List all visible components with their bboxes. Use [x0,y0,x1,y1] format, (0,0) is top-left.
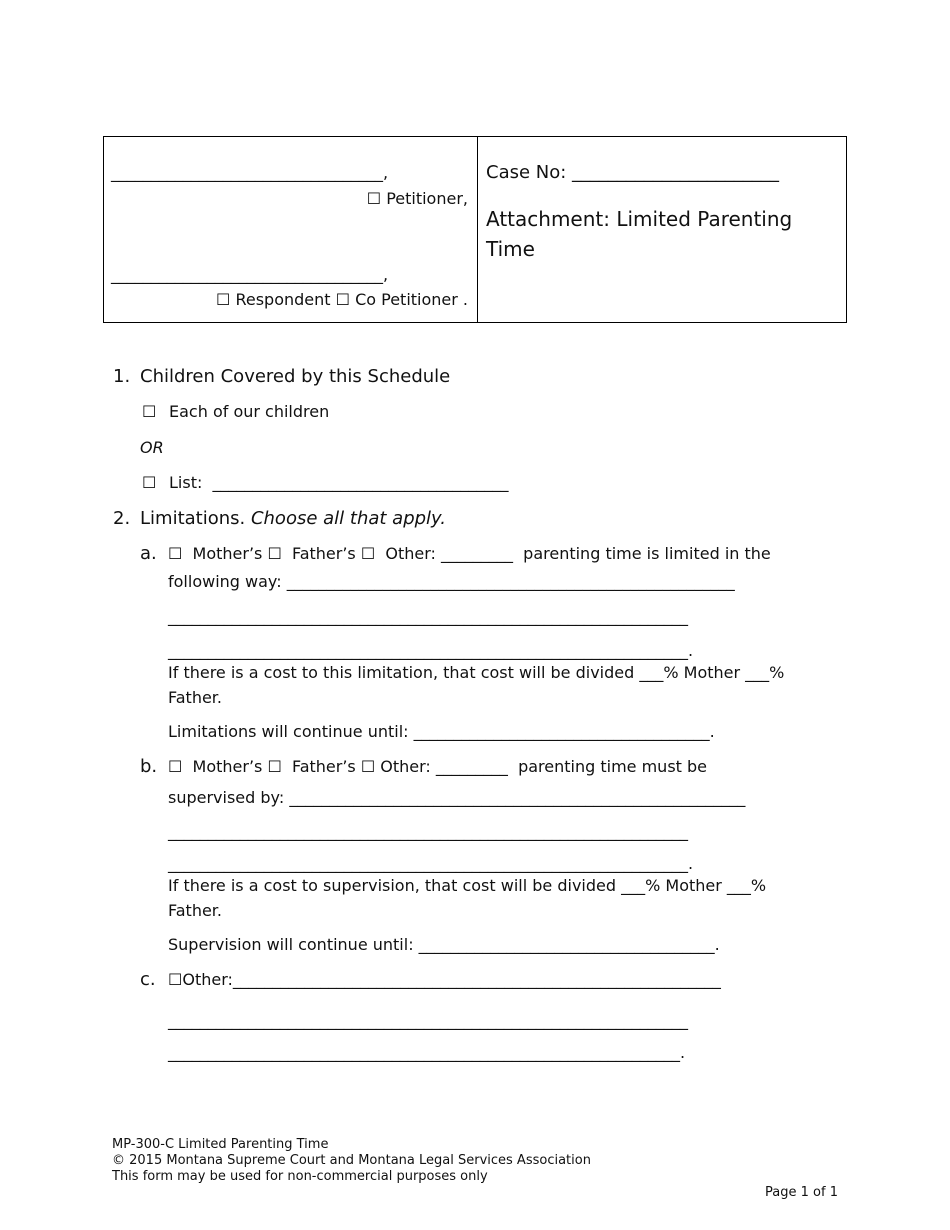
or-label: OR [140,438,164,457]
item-c-other-line-2[interactable]: _________________________________________________________________ [168,1011,688,1030]
item-b-continue-until[interactable]: Supervision will continue until: _____________________________________. [168,935,720,954]
item-b-supervisor-line-2[interactable]: _________________________________________________________________ [168,822,688,841]
petitioner-checkbox-label[interactable]: ☐ Petitioner, [366,189,468,208]
attachment-title: Attachment: Limited Parenting [486,207,793,231]
item-a-limitation-line-3[interactable]: _________________________________________________________________. [168,641,694,660]
petitioner-name-line[interactable]: __________________________________, [111,163,389,182]
item-a-limitation-line[interactable]: following way: ________________________________________________________ [168,572,735,591]
item-a-cost-split-2: Father. [168,688,222,707]
section1-number: 1. [113,366,131,387]
attachment-title-line2: Time [486,237,535,261]
item-a-letter: a. [140,543,157,564]
item-b-letter: b. [140,756,158,777]
item-c-letter: c. [140,969,156,990]
item-b-supervisor-line-3[interactable]: _________________________________________________________________. [168,854,694,873]
each-children-checkbox[interactable]: ☐ [142,402,157,421]
case-number-field[interactable]: Case No: _______________________ [486,162,780,183]
caption-divider [477,136,478,323]
list-checkbox[interactable]: ☐ [142,473,157,492]
footer-usage: This form may be used for non-commercial purposes only [112,1169,488,1184]
item-a-limitation-line-2[interactable]: _________________________________________________________________ [168,607,688,626]
item-a-parent-options[interactable]: ☐ Mother’s ☐ Father’s ☐ Other: _________ parenting time is limited in the [168,544,771,563]
item-a-cost-split[interactable]: If there is a cost to this limitation, that cost will be divided ___% Mother ___% [168,663,785,682]
section2-number: 2. [113,508,131,529]
respondent-name-line[interactable]: __________________________________, [111,265,389,284]
item-c-other-line-3[interactable]: ________________________________________________________________. [168,1043,686,1062]
list-field[interactable]: List: _____________________________________ [169,473,509,492]
section1-heading: Children Covered by this Schedule [140,366,451,387]
item-b-parent-options[interactable]: ☐ Mother’s ☐ Father’s ☐ Other: _________ parenting time must be [168,757,708,776]
item-b-cost-split[interactable]: If there is a cost to supervision, that cost will be divided ___% Mother ___% [168,876,767,895]
respondent-checkbox-label[interactable]: ☐ Respondent ☐ Co Petitioner . [216,290,468,309]
item-b-supervisor-line[interactable]: supervised by: _________________________________________________________ [168,788,746,807]
footer-copyright: © 2015 Montana Supreme Court and Montana Legal Services Association [112,1153,591,1168]
item-a-continue-until[interactable]: Limitations will continue until: _____________________________________. [168,722,715,741]
section2-heading: Limitations. Choose all that apply. [140,508,447,529]
page-number: Page 1 of 1 [765,1185,838,1200]
item-c-other-line[interactable]: ☐Other:_____________________________________________________________ [168,970,721,989]
item-b-cost-split-2: Father. [168,901,222,920]
footer-form-id: MP-300-C Limited Parenting Time [112,1137,329,1152]
section2-heading-instruction: Choose all that apply. [250,508,447,529]
each-children-label: Each of our children [169,402,330,421]
